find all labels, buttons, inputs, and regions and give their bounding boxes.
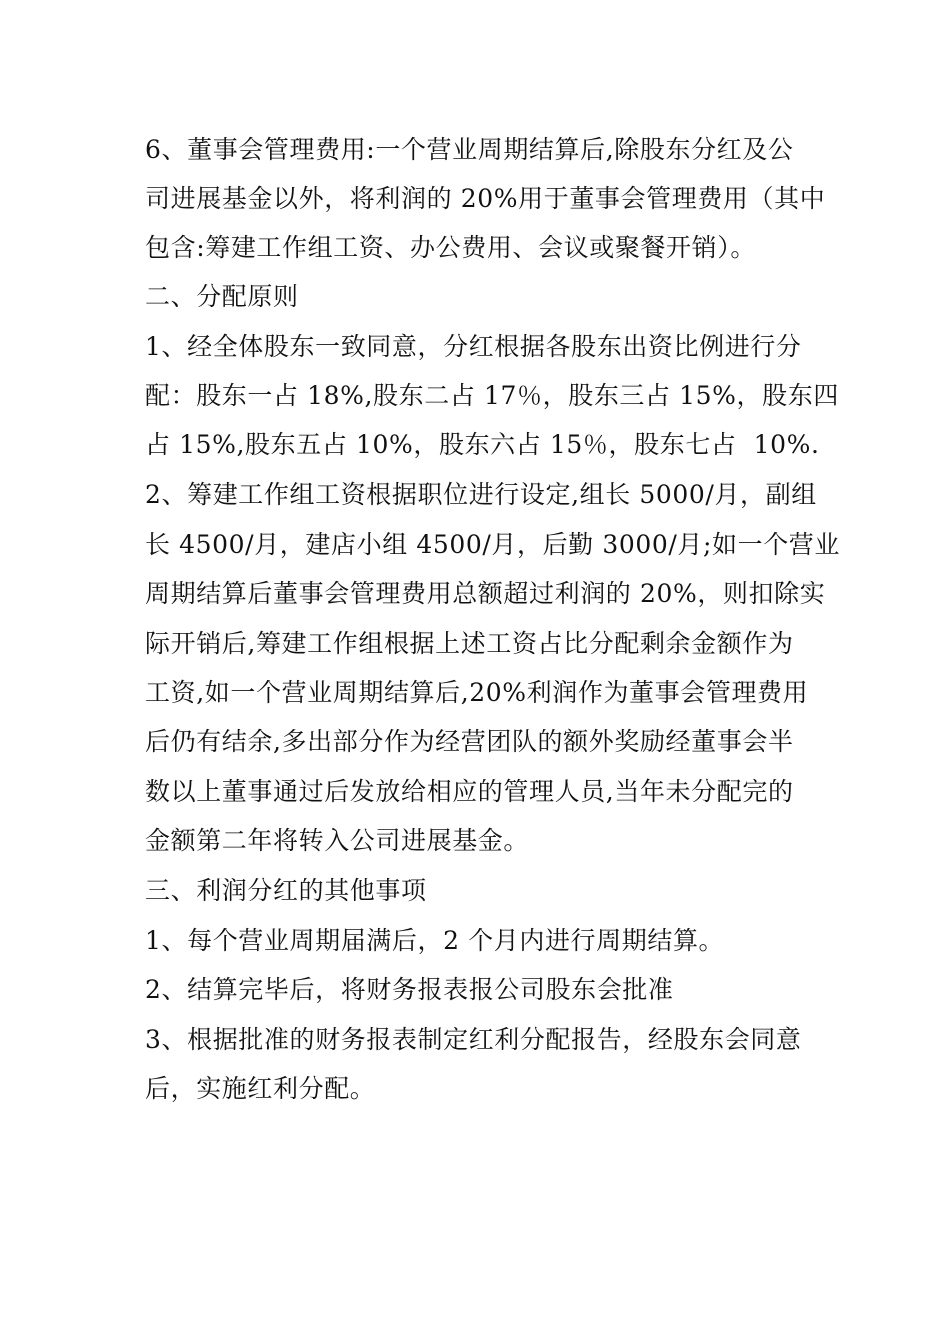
text-line: 际开销后,筹建工作组根据上述工资占比分配剩余金额作为 — [145, 629, 794, 658]
text-line: 2、结算完毕后，将财务报表报公司股东会批准 — [145, 975, 674, 1004]
text-line: 3、根据批准的财务报表制定红利分配报告，经股东会同意 — [145, 1025, 802, 1054]
text-line: 2、筹建工作组工资根据职位进行设定,组长 5000/月，副组 — [145, 480, 817, 509]
text-line: 金额第二年将转入公司进展基金。 — [145, 826, 530, 855]
text-line: 6、董事会管理费用:一个营业周期结算后,除股东分红及公 — [145, 135, 794, 164]
text-line: 配：股东一占 18%,股东二占 17％，股东三占 15%，股东四 — [145, 381, 839, 410]
text-line: 后仍有结余,多出部分作为经营团队的额外奖励经董事会半 — [145, 727, 794, 756]
section-heading: 三、利润分红的其他事项 — [145, 876, 427, 905]
section-heading: 二、分配原则 — [145, 282, 299, 311]
text-line: 长 4500/月，建店小组 4500/月，后勤 3000/月;如一个营业 — [145, 530, 841, 559]
text-line: 包含:筹建工作组工资、办公费用、会议或聚餐开销）。 — [145, 233, 756, 262]
text-line: 数以上董事通过后发放给相应的管理人员,当年未分配完的 — [145, 777, 794, 806]
text-line: 后，实施红利分配。 — [145, 1074, 376, 1103]
text-line: 工资,如一个营业周期结算后,20%利润作为董事会管理费用 — [145, 678, 809, 707]
text-line: 司进展基金以外，将利润的 20%用于董事会管理费用（其中 — [145, 184, 826, 213]
text-line: 占 15%,股东五占 10%，股东六占 15％，股东七占 10%. — [145, 430, 820, 459]
text-line: 周期结算后董事会管理费用总额超过利润的 20%，则扣除实 — [145, 579, 826, 608]
text-line: 1、经全体股东一致同意，分红根据各股东出资比例进行分 — [145, 332, 802, 361]
text-line: 1、每个营业周期届满后，2 个月内进行周期结算。 — [145, 926, 725, 955]
